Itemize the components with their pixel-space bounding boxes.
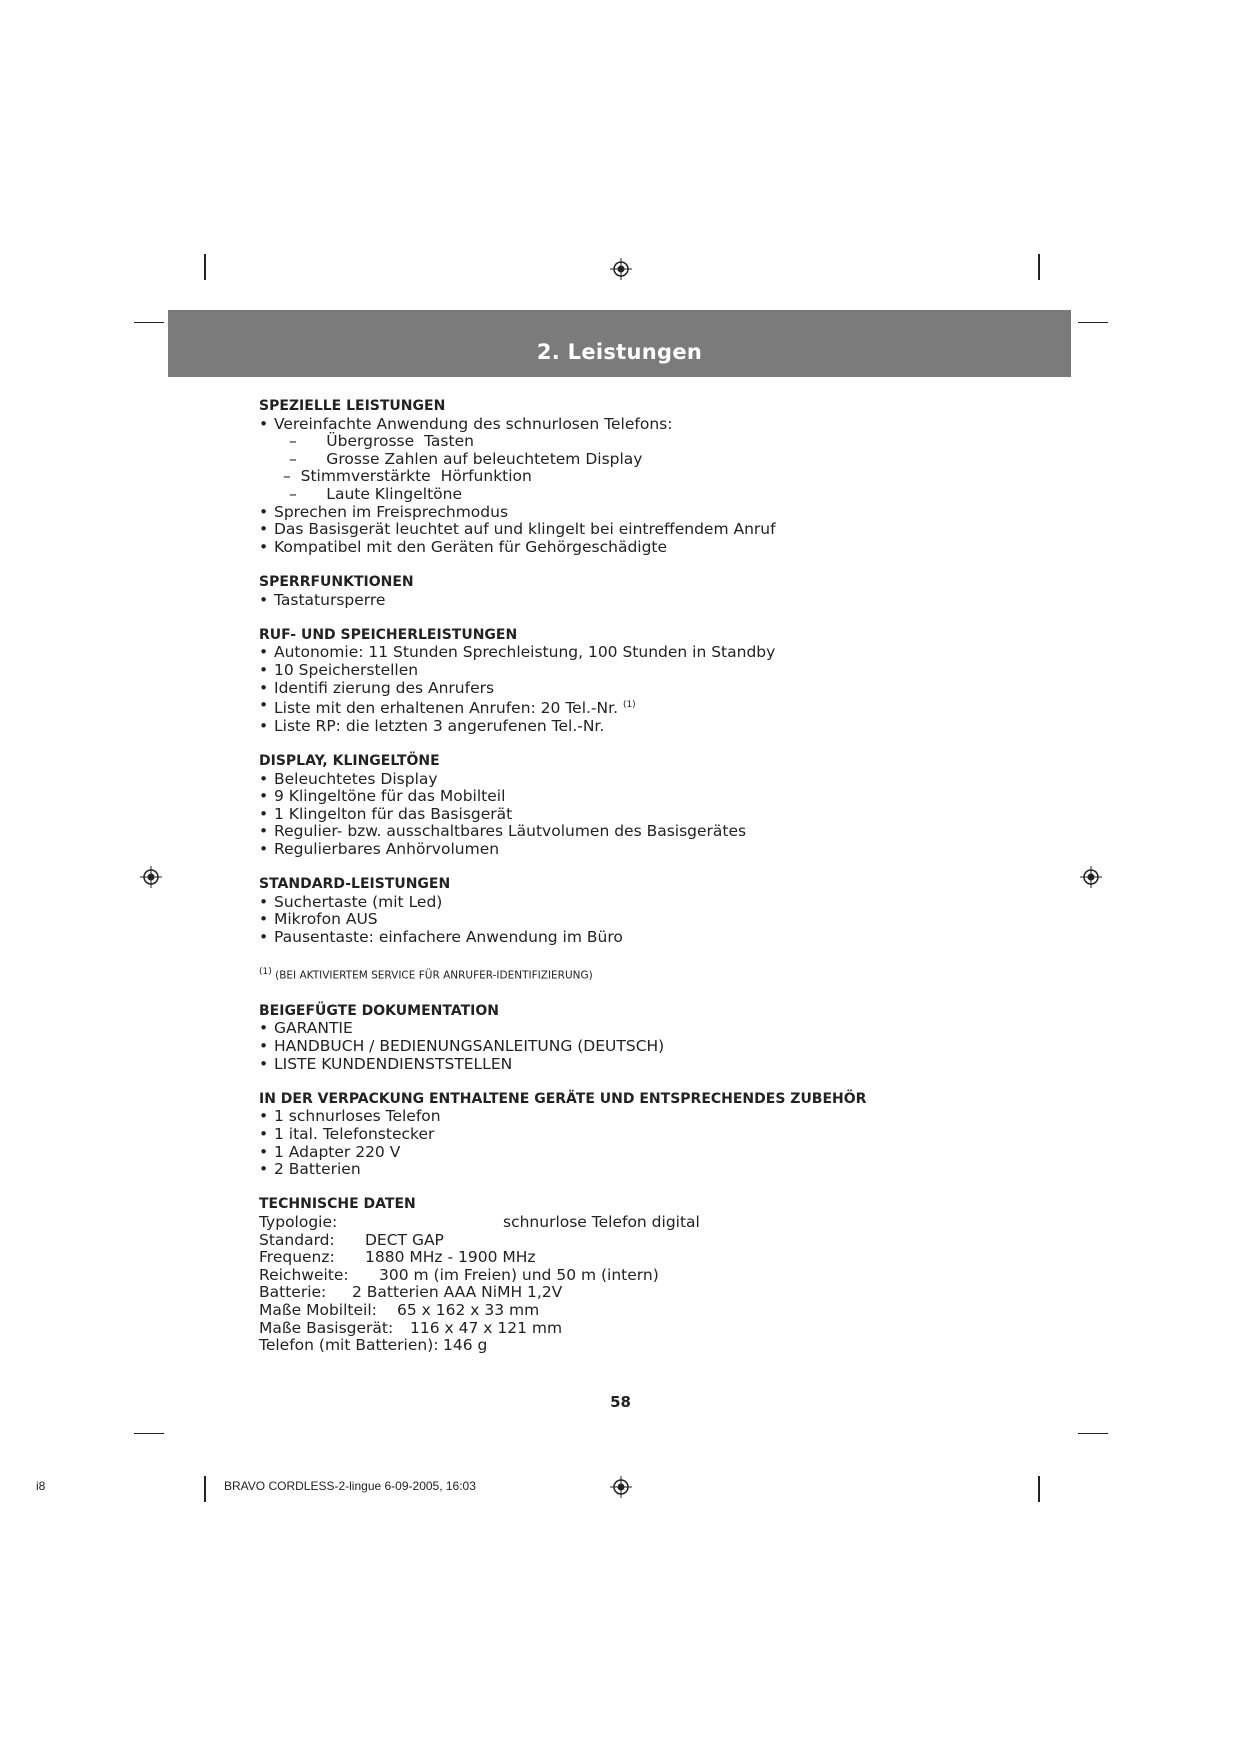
registration-mark-icon	[610, 258, 632, 280]
section-technik	[259, 1196, 1019, 1354]
page-number: 58	[610, 1393, 631, 1411]
list-item: • HANDBUCH / BEDIENUNGSANLEITUNG (DEUTSCH)	[259, 1038, 1019, 1056]
spec-row	[259, 1320, 1019, 1338]
section-heading: BEIGEFÜGTE DOKUMENTATION	[259, 1002, 499, 1019]
crop-mark	[134, 1433, 164, 1434]
list-item: • 10 Speicherstellen	[259, 662, 1019, 680]
list-item	[259, 697, 1019, 718]
list-item: • 2 Batterien	[259, 1161, 1019, 1179]
spec-value: schnurlose Telefon digital	[503, 1212, 700, 1231]
list-item: • Beleuchtetes Display	[259, 771, 1019, 789]
registration-mark-icon	[140, 866, 162, 888]
sub-list-item: – Stimmverstärkte Hörfunktion	[283, 467, 532, 486]
section-heading: SPEZIELLE LEISTUNGEN	[259, 398, 446, 414]
spec-value: 1880 MHz - 1900 MHz	[365, 1248, 536, 1267]
spec-label: Reichweite:	[259, 1265, 349, 1284]
spec-value: 65 x 162 x 33 mm	[397, 1300, 540, 1319]
section-heading: TECHNISCHE DATEN	[259, 1196, 416, 1213]
spec-label: Telefon (mit Batterien):	[259, 1336, 439, 1355]
footnote	[259, 964, 1019, 985]
spec-label: Maße Mobilteil:	[259, 1300, 377, 1319]
spec-value: 2 Batterien AAA NiMH 1,2V	[352, 1283, 563, 1302]
spec-row	[259, 1337, 1019, 1355]
list-item: • LISTE KUNDENDIENSTSTELLEN	[259, 1056, 1019, 1074]
section-heading: STANDARD-LEISTUNGEN	[259, 876, 451, 893]
print-slug: BRAVO CORDLESS-2-lingue 6-09-2005, 16:03	[224, 1479, 476, 1493]
spec-value: 300 m (im Freien) und 50 m (intern)	[379, 1265, 659, 1284]
section-heading: SPERRFUNKTIONEN	[259, 573, 414, 590]
list-item: • Pausentaste: einfachere Anwendung im Büro	[259, 929, 1019, 947]
section-verpackung	[259, 1091, 1019, 1179]
chapter-title: 2. Leistungen	[536, 340, 703, 364]
registration-mark-icon	[1080, 866, 1102, 888]
section-heading: IN DER VERPACKUNG ENTHALTENE GERÄTE UND ENTSPRECHENDES ZUBEHÖR	[259, 1090, 867, 1107]
spec-row	[259, 1214, 1019, 1232]
footnote-text: (BEI AKTIVIERTEM SERVICE FÜR ANRUFER-IDENTIFIZIERUNG)	[275, 969, 593, 982]
list-item: • Das Basisgerät leuchtet auf und klingelt bei eintreffendem Anruf	[259, 521, 1019, 539]
list-item: • Suchertaste (mit Led)	[259, 894, 1019, 912]
list-item: • 1 Adapter 220 V	[259, 1144, 1019, 1162]
crop-mark	[134, 322, 164, 323]
list-item: • GARANTIE	[259, 1020, 1019, 1038]
spec-label: Maße Basisgerät:	[259, 1318, 394, 1337]
list-item: • Kompatibel mit den Geräten für Gehörgeschädigte	[259, 539, 1019, 557]
footnote-mark: (1)	[259, 967, 272, 978]
section-sperr	[259, 574, 1019, 609]
chapter-header	[168, 310, 1071, 377]
list-item: • Liste RP: die letzten 3 angerufenen Tel.-Nr.	[259, 718, 1019, 736]
footnote-ref: (1)	[622, 700, 636, 711]
spec-label: Batterie:	[259, 1283, 327, 1302]
spec-label: Frequenz:	[259, 1248, 335, 1267]
spec-value: 116 x 47 x 121 mm	[410, 1318, 563, 1337]
list-item: • 1 ital. Telefonstecker	[259, 1126, 1019, 1144]
slug-page-fragment: i8	[36, 1479, 46, 1493]
section-ruf	[259, 627, 1019, 736]
crop-mark	[204, 1476, 206, 1502]
crop-mark	[1078, 322, 1108, 323]
list-item: • 1 Klingelton für das Basisgerät	[259, 806, 1019, 824]
list-item: • Vereinfachte Anwendung des schnurlosen Telefons:	[259, 416, 1019, 434]
spec-row	[259, 1302, 1019, 1320]
section-doku	[259, 1003, 1019, 1073]
page-content	[259, 398, 1019, 1372]
section-standard	[259, 876, 1019, 946]
sub-list-item: – Laute Klingeltöne	[289, 484, 463, 503]
registration-mark-icon	[610, 1476, 632, 1498]
section-heading: RUF- UND SPEICHERLEISTUNGEN	[259, 626, 518, 643]
spec-row	[259, 1267, 1019, 1285]
sub-list-item: – Übergrosse Tasten	[289, 432, 474, 451]
section-display	[259, 753, 1019, 859]
list-item: • Tastatursperre	[259, 592, 1019, 610]
spec-value: DECT GAP	[365, 1230, 444, 1249]
list-item: • Sprechen im Freisprechmodus	[259, 504, 1019, 522]
list-item-text: Liste mit den erhaltenen Anrufen: 20 Tel.-Nr.	[274, 699, 618, 718]
crop-mark	[1038, 1476, 1040, 1502]
spec-value: 146 g	[443, 1336, 488, 1355]
spec-row	[259, 1232, 1019, 1250]
list-item: • Regulierbares Anhörvolumen	[259, 841, 1019, 859]
spec-row	[259, 1284, 1019, 1302]
crop-mark	[204, 254, 206, 280]
spec-row	[259, 1249, 1019, 1267]
sub-list-item: – Grosse Zahlen auf beleuchtetem Display	[289, 449, 643, 468]
section-speziell	[259, 398, 1019, 556]
spec-label: Standard:	[259, 1230, 335, 1249]
list-item: • Autonomie: 11 Stunden Sprechleistung, 100 Stunden in Standby	[259, 644, 1019, 662]
crop-mark	[1038, 254, 1040, 280]
spec-label: Typologie:	[259, 1212, 338, 1231]
section-heading: DISPLAY, KLINGELTÖNE	[259, 753, 440, 770]
list-item: • Identifi zierung des Anrufers	[259, 680, 1019, 698]
crop-mark	[1078, 1433, 1108, 1434]
list-item: • Mikrofon AUS	[259, 911, 1019, 929]
list-item: • Regulier- bzw. ausschaltbares Läutvolumen des Basisgerätes	[259, 823, 1019, 841]
list-item: • 1 schnurloses Telefon	[259, 1108, 1019, 1126]
list-item: • 9 Klingeltöne für das Mobilteil	[259, 788, 1019, 806]
